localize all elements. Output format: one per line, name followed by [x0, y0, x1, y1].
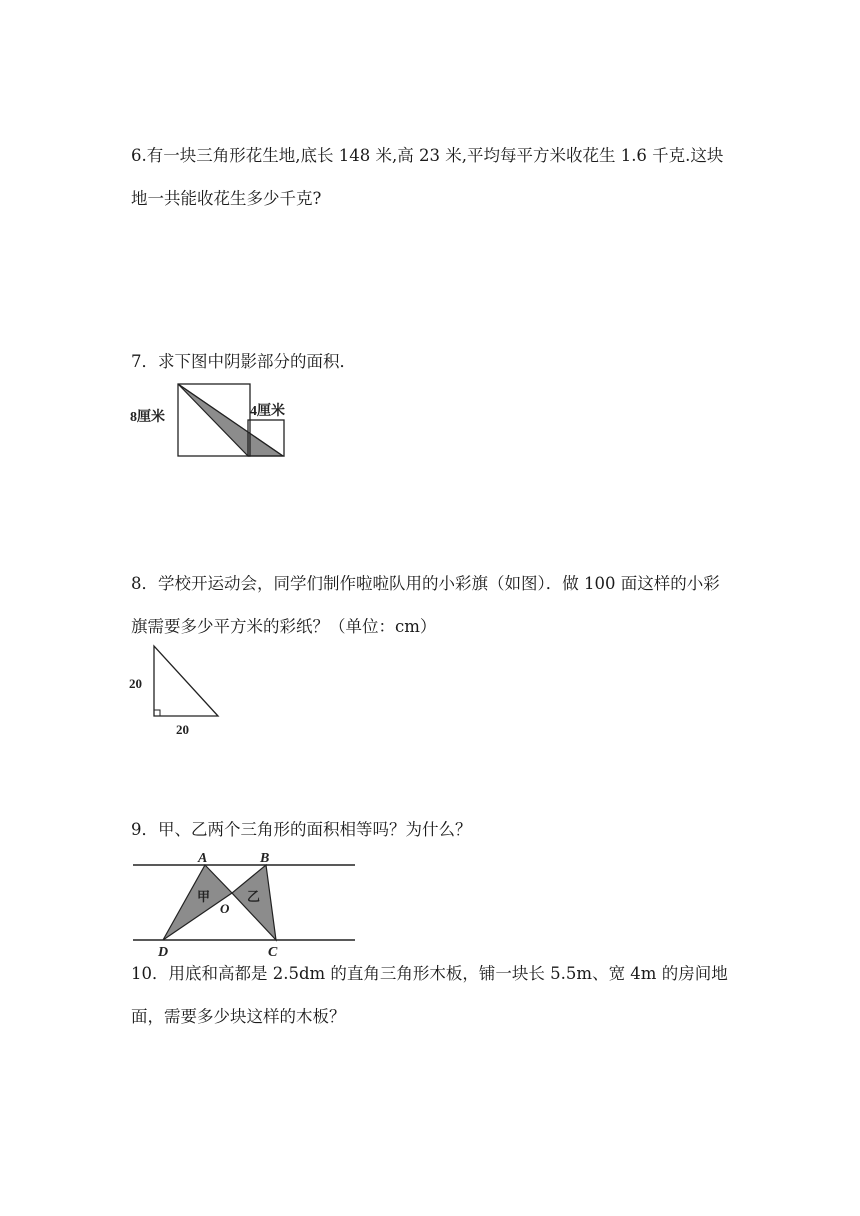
label-4cm: 4厘米: [250, 404, 285, 419]
label-height-20: 20: [129, 676, 142, 691]
label-b: B: [260, 851, 270, 866]
flag-triangle: [154, 646, 218, 716]
label-jia: 甲: [197, 889, 211, 904]
right-angle-mark: [154, 710, 160, 716]
label-a: A: [198, 851, 208, 866]
label-yi: 乙: [247, 889, 261, 904]
figure-two-triangles: [128, 848, 360, 960]
question-8-text: 8．学校开运动会，同学们制作啦啦队用的小彩旗（如图）．做 100 面这样的小彩旗需要多少平方米的彩纸？（单位：cm）: [131, 574, 720, 636]
label-base-20: 20: [176, 722, 189, 737]
question-9-text: 9．甲、乙两个三角形的面积相等吗？为什么？: [131, 820, 472, 839]
label-c: C: [268, 945, 278, 960]
label-8cm: 8厘米: [130, 410, 165, 425]
figure-shaded-squares: [128, 378, 298, 462]
question-7-text: 7．求下图中阴影部分的面积．: [131, 352, 356, 371]
label-o: O: [220, 901, 230, 916]
figure-flag-triangle: [128, 640, 228, 740]
label-d: D: [158, 945, 169, 960]
question-6-text: 6.有一块三角形花生地,底长 148 米,高 23 米,平均每平方米收花生 1.6 千克.这块地一共能收花生多少千克?: [131, 146, 724, 208]
question-10-text: 10．用底和高都是 2.5dm 的直角三角形木板，铺一块长 5.5m、宽 4m 的房间地面，需要多少块这样的木板？: [131, 964, 728, 1026]
